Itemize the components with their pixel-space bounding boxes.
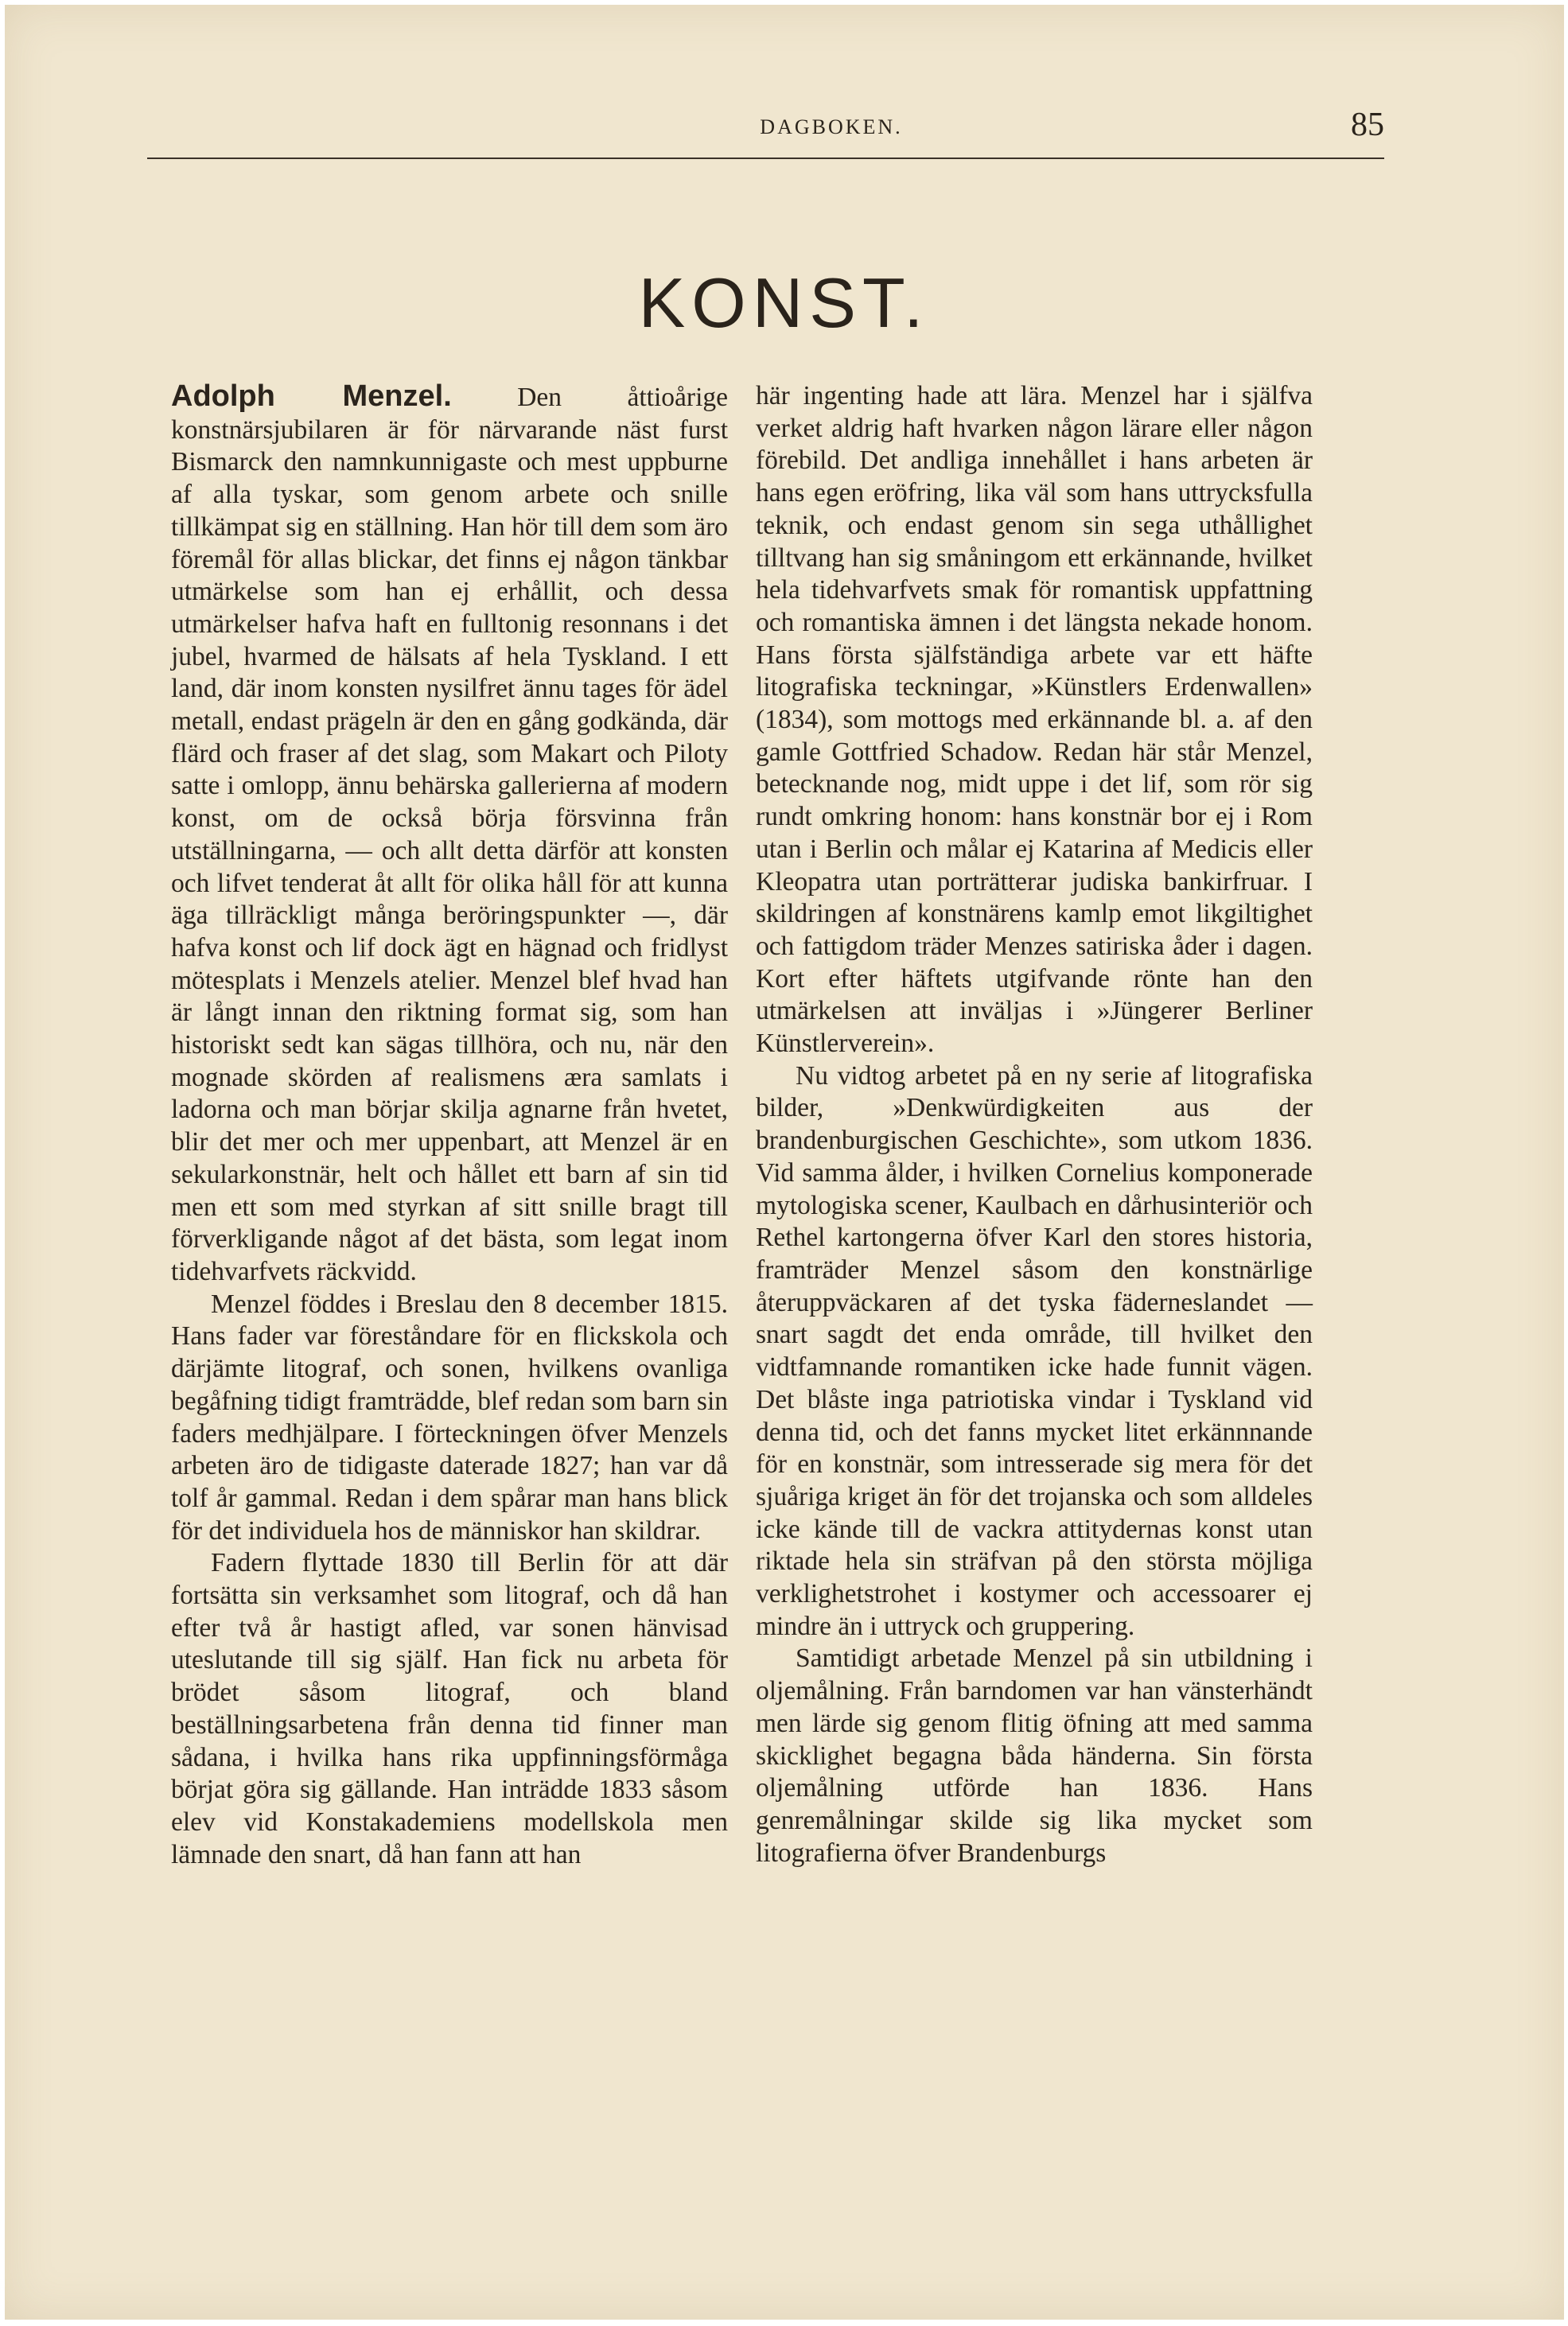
- page-header: [147, 107, 1384, 163]
- paragraph: Nu vidtog arbetet på en ny serie af litografiska bilder, »Denkwürdigkeiten aus der brandenburgischen Geschichte», som utkom 1836. Vid samma ålder, i hvilken Cornelius komponerade mytologiska scener, Kaulbach en dårhusinteriör och Rethel kartongerna öfver Karl den stores historia, framträder Menzel såsom den konstnärlige återuppväckaren af det tyska fäderneslandet — snart sagdt det enda område, till hvilket den vidtfamnande romantiken icke hade funnit vägen. Det blåste inga patriotiska vindar i Tyskland vid denna tid, och det fanns mycket litet erkännnande för en konstnär, som intresserade sig mera för det sjuåriga kriget än för det trojanska och som alldeles icke kände till de vackra attitydernas konst utan riktade hela sin sträfvan på den största möjliga verklighetstrohet i kostymer och accessoarer ej mindre än i uttryck och gruppering.: [756, 1060, 1313, 1641]
- left-column: [171, 380, 728, 1871]
- paragraph-text: Den åttioårige konstnärsjubilaren är för närvarande näst furst Bismarck den namnkunnigaste och mest uppburne af alla tyskar, som genom arbete och snille tillkämpat sig en ställning. Han hör till dem som äro föremål för allas blickar, det finns ej någon tänkbar utmärkelse som han ej erhållit, och dessa utmärkelser hafva haft en fulltonig resonnans i det jubel, hvarmed de hälsats af hela Tyskland. I ett land, där inom konsten nysilfret ännu tages för ädel metall, endast prägeln är den en gång godkända, där flärd och fraser af det slag, som Makart och Piloty satte i omlopp, ännu behärska gallerierna af modern konst, om de också börja försvinna från utställningarna, — och allt detta därför att konsten och lifvet tenderat åt allt för olika håll för att kunna äga tillräckligt många beröringspunkter —, där hafva konst och lif dock ägt en hägnad och fridlyst mötesplats i Menzels atelier. Menzel blef hvad han är långt innan den riktning format sig, som han historiskt sedt kan sägas tillhöra, och nu, när den mognade skörden af realismens æra samlats i ladorna och man börjar skilja agnarne från hvetet, blir det mer och mer uppenbart, att Menzel är en sekularkonstnär, helt och hållet ett barn af sin tid men ett som med styrkan af sitt snille bragt till förverkligande något af det bästa, som legat inom tidehvarfvets räckvidd.: [171, 383, 728, 1286]
- right-column: [756, 380, 1313, 1869]
- page-number: 85: [1351, 107, 1384, 143]
- paragraph: Fadern flyttade 1830 till Berlin för att där fortsätta sin verksamhet som litograf, och då han efter två år hastigt afled, var sonen hänvisad uteslutande till sig själf. Han fick nu arbeta för brödet såsom litograf, och bland beställningsarbetena från denna tid finner man sådana, i hvilka hans rika uppfinningsförmåga börjat göra sig gällande. Han inträdde 1833 såsom elev vid Konstakademiens modellskola men lämnade den snart, då han fann att han: [171, 1548, 728, 1869]
- paragraph: Menzel föddes i Breslau den 8 december 1815. Hans fader var föreståndare för en flickskola och därjämte litograf, och sonen, hvilkens ovanliga begåfning tidigt framträdde, blef redan som barn sin faders medhjälpare. I förteckningen öfver Menzels arbeten äro de tidigaste daterade 1827; han var då tolf år gammal. Redan i dem spårar man hans blick för det individuela hos de människor han skildrar.: [171, 1289, 728, 1546]
- paragraph: Samtidigt arbetade Menzel på sin utbildning i oljemålning. Från barndomen var han vänsterhändt men lärde sig genom flitig öfning att med samma skicklighet begagna båda händerna. Sin första oljemålning utförde han 1836. Hans genremålningar skilde sig lika mycket som litografierna öfver Brandenburgs: [756, 1643, 1313, 1868]
- lead-name: Adolph Menzel.: [171, 379, 452, 413]
- header-rule: [147, 158, 1384, 159]
- section-title: KONST.: [638, 263, 930, 342]
- paragraph: här ingenting hade att lära. Menzel har i själfva verket aldrig haft hvarken någon lärare eller någon förebild. Det andliga innehållet i hans arbeten är hans egen eröfring, lika väl som hans uttrycksfulla teknik, och endast genom sin sega uthållighet tilltvang han sig småningom ett erkännande, hvilket hela tidehvarfvets smak för romantisk uppfattning och romantiska ämnen i det längsta nekade honom. Hans första själfständiga arbete var ett häfte litografiska teckningar, »Künstlers Erdenwallen» (1834), som mottogs med erkännande bl. a. af den gamle Gottfried Schadow. Redan här står Menzel, betecknande nog, midt uppe i det lif, som rör sig rundt omkring honom: hans konstnär bor ej i Rom utan i Berlin och målar ej Katarina af Medicis eller Kleopatra utan porträtterar judiska bankirfruar. I skildringen af konstnärens kamlp emot likgiltighet och fattigdom träder Menzes satiriska åder i dagen. Kort efter häftets utgifvande rönte han den utmärkelsen att inväljas i »Jüngerer Berliner Künstlerverein».: [756, 381, 1313, 1059]
- running-title: DAGBOKEN.: [760, 115, 903, 138]
- paragraph: [171, 380, 728, 1289]
